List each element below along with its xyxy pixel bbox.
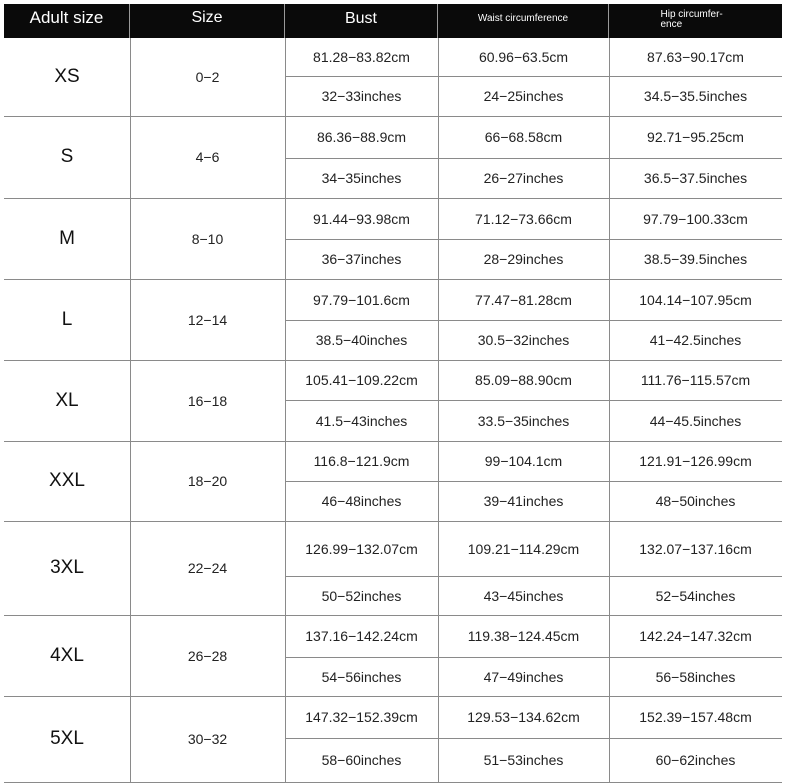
bust-inches: 38.5−40inches: [315, 332, 408, 348]
inch-row: [285, 158, 782, 198]
bust-cm: 91.44−93.98cm: [313, 210, 410, 227]
numeric-size: 12−14: [187, 311, 228, 328]
hip-cm: 104.14−107.95cm: [639, 291, 752, 308]
table-header: [4, 4, 782, 38]
hip-inches: 34.5−35.5inches: [643, 88, 748, 104]
bust-cm: 137.16−142.24cm: [305, 628, 418, 644]
inch-row: [285, 400, 782, 441]
size-label: M: [59, 227, 75, 249]
table-row: [4, 198, 782, 279]
waist-cm: 109.21−114.29cm: [467, 540, 580, 557]
size-label: XS: [54, 66, 80, 87]
waist-cm: 66−68.58cm: [484, 129, 563, 145]
numeric-size: 18−20: [187, 473, 228, 489]
inch-row: [285, 76, 782, 116]
table-row: [4, 696, 782, 782]
numeric-size: 26−28: [187, 647, 228, 664]
size-label: 5XL: [50, 728, 84, 749]
waist-inches: 47−49inches: [483, 668, 564, 685]
bust-inches: 58−60inches: [321, 752, 402, 768]
bust-cm: 97.79−101.6cm: [313, 291, 410, 308]
numeric-size: 8−10: [191, 230, 224, 247]
header-waist: Waist circumference: [438, 4, 609, 38]
waist-cm: 85.09−88.90cm: [475, 372, 572, 388]
bust-inches: 41.5−43inches: [315, 412, 408, 429]
size-label: 3XL: [50, 557, 84, 578]
cm-row: [285, 521, 782, 576]
cm-row: [285, 696, 782, 738]
numeric-size: 16−18: [187, 392, 228, 409]
size-label: XXL: [49, 470, 85, 491]
waist-inches: 28−29inches: [483, 251, 564, 267]
hip-inches: 41−42.5inches: [649, 332, 742, 348]
size-label: 4XL: [50, 644, 84, 666]
hip-cm: 152.39−157.48cm: [639, 709, 752, 725]
waist-inches: 33.5−35inches: [477, 412, 570, 429]
table-row: [4, 116, 782, 198]
cm-row: [285, 116, 782, 158]
bust-inches: 46−48inches: [321, 493, 402, 509]
hip-inches: 48−50inches: [655, 493, 736, 509]
size-label: XL: [55, 389, 79, 411]
inch-row: [285, 657, 782, 696]
numeric-size: 30−32: [187, 731, 228, 747]
hip-inches: 36.5−37.5inches: [643, 170, 748, 186]
bust-inches: 50−52inches: [321, 587, 402, 604]
waist-inches: 39−41inches: [483, 493, 564, 509]
cm-row: [285, 615, 782, 657]
waist-inches: 24−25inches: [483, 88, 564, 104]
waist-cm: 129.53−134.62cm: [467, 709, 580, 725]
size-label: S: [60, 146, 74, 167]
cm-row: [285, 38, 782, 76]
cm-row: [285, 360, 782, 400]
table-body: [4, 38, 782, 783]
waist-inches: 51−53inches: [483, 752, 564, 768]
table-row: [4, 615, 782, 696]
table-row: [4, 360, 782, 441]
table-row: [4, 521, 782, 615]
bust-cm: 81.28−83.82cm: [313, 49, 410, 65]
bust-inches: 34−35inches: [321, 170, 402, 186]
inch-row: [285, 320, 782, 360]
bust-cm: 116.8−121.9cm: [313, 453, 410, 469]
cm-row: [285, 198, 782, 239]
bust-cm: 86.36−88.9cm: [316, 129, 407, 145]
bust-cm: 126.99−132.07cm: [305, 540, 418, 557]
waist-cm: 119.38−124.45cm: [467, 628, 580, 644]
hip-inches: 56−58inches: [655, 668, 736, 685]
cm-row: [285, 441, 782, 481]
cm-row: [285, 279, 782, 320]
table-row: [4, 279, 782, 360]
header-size: Size: [130, 4, 285, 38]
bust-inches: 36−37inches: [321, 251, 402, 267]
hip-cm: 87.63−90.17cm: [647, 49, 744, 65]
inch-row: [285, 738, 782, 782]
header-bust: Bust: [285, 4, 438, 38]
waist-cm: 60.96−63.5cm: [478, 49, 569, 65]
waist-cm: 99−104.1cm: [484, 453, 563, 469]
inch-row: [285, 576, 782, 615]
hip-cm: 121.91−126.99cm: [639, 453, 752, 469]
waist-inches: 30.5−32inches: [477, 332, 570, 348]
numeric-size: 22−24: [187, 560, 228, 576]
bust-inches: 54−56inches: [321, 668, 402, 685]
waist-cm: 71.12−73.66cm: [475, 210, 572, 227]
hip-inches: 44−45.5inches: [649, 412, 742, 429]
hip-cm: 92.71−95.25cm: [647, 129, 744, 145]
header-hip: Hip circumfer- ence: [660, 9, 723, 30]
bust-cm: 105.41−109.22cm: [305, 372, 418, 388]
waist-inches: 26−27inches: [483, 170, 564, 186]
numeric-size: 4−6: [195, 149, 220, 165]
bust-cm: 147.32−152.39cm: [305, 709, 418, 725]
bust-inches: 32−33inches: [321, 88, 402, 104]
table-row: [4, 38, 782, 116]
hip-cm: 142.24−147.32cm: [639, 628, 752, 644]
waist-inches: 43−45inches: [483, 587, 564, 604]
inch-row: [285, 239, 782, 279]
header-adult-size: Adult size: [4, 4, 130, 38]
hip-cm: 97.79−100.33cm: [643, 210, 748, 227]
waist-cm: 77.47−81.28cm: [475, 291, 572, 308]
hip-inches: 38.5−39.5inches: [643, 251, 748, 267]
table-row: [4, 441, 782, 521]
hip-inches: 52−54inches: [655, 587, 736, 604]
numeric-size: 0−2: [195, 69, 220, 85]
hip-inches: 60−62inches: [655, 752, 736, 768]
inch-row: [285, 481, 782, 521]
size-chart: [4, 4, 782, 783]
size-label: L: [61, 308, 73, 330]
hip-cm: 111.76−115.57cm: [640, 372, 751, 388]
hip-cm: 132.07−137.16cm: [639, 540, 752, 557]
